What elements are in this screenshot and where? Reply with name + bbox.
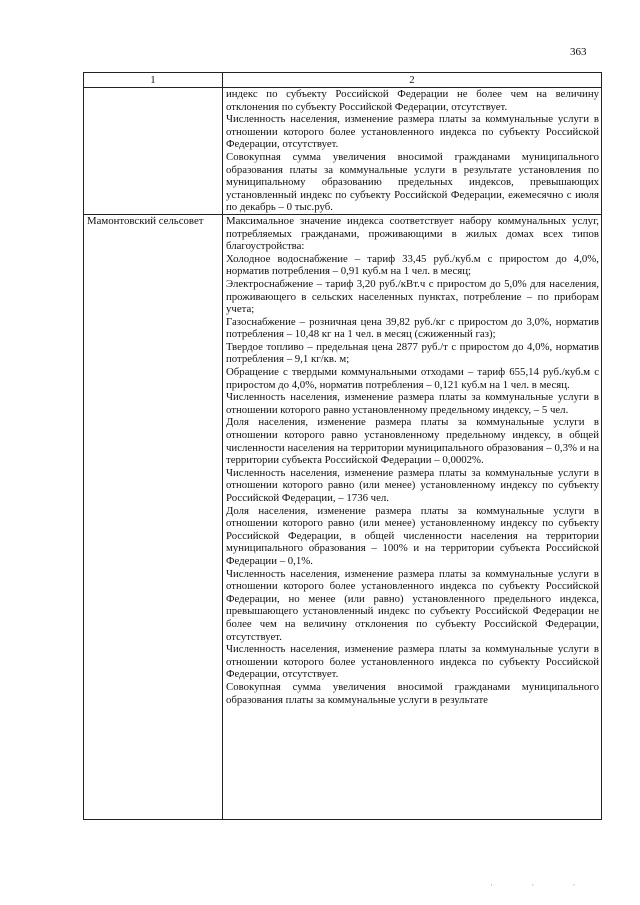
paragraph: Доля населения, изменение размера платы за коммунальные услуги в отношении которого равно (или менее) установленному индексу по субъекту Российской Федерации, в общей численности населения на территории муниципального образования – 100% и на территории субъекта Российской Федерации – 0,1%. xyxy=(226,504,599,567)
paragraph: Твердое топливо – предельная цена 2877 руб./т с приростом до 4,0%, норматив потребления – 9,1 кг/кв. м; xyxy=(226,340,599,366)
column-header-1: 1 xyxy=(84,73,223,88)
table-row xyxy=(84,214,602,819)
paragraph: Холодное водоснабжение – тариф 33,45 руб./куб.м с приростом до 4,0%, норматив потребления – 0,91 куб.м на 1 чел. в месяц; xyxy=(226,252,599,278)
paragraph: Численность населения, изменение размера платы за коммунальные услуги в отношении которого равно (или менее) установленному индексу по субъекту Российской Федерации, – 1736 чел. xyxy=(226,466,599,504)
page-number: 363 xyxy=(570,46,587,58)
paragraph: Совокупная сумма увеличения вносимой гражданами муниципального образования платы за коммунальные услуги в результате xyxy=(226,680,599,706)
paragraph: Доля населения, изменение размера платы за коммунальные услуги в отношении которого равно установленному предельному индексу, в общей численности населения на территории муниципального образования – 0,3% и на территории субъекта Российской Федерации – 0,0002%. xyxy=(226,416,599,467)
paragraph: Газоснабжение – розничная цена 39,82 руб./кг с приростом до 3,0%, норматив потребления – 10,48 кг на 1 чел. в месяц (сжиженный газ); xyxy=(226,315,599,341)
municipality-cell: Мамонтовский сельсовет xyxy=(84,214,223,819)
paragraph: Обращение с твердыми коммунальными отходами – тариф 655,14 руб./куб.м с приростом до 4,0%, норматив потребления – 0,121 куб.м на 1 чел. в месяц. xyxy=(226,366,599,391)
paragraph: Максимальное значение индекса соответствует набору коммунальных услуг, потребляемых гражданами, проживающими в жилых домах всех типов благоустройства: xyxy=(226,214,599,253)
paragraph: Численность населения, изменение размера платы за коммунальные услуги в отношении которого более установленного индекса по субъекту Российской Федерации, отсутствует. xyxy=(226,643,599,681)
paragraph: Численность населения, изменение размера платы за коммунальные услуги в отношении которого равно установленному предельному индексу, – 5 чел. xyxy=(226,391,599,416)
scan-artifact-dots: · · · xyxy=(490,880,594,890)
description-content xyxy=(226,215,599,819)
paragraph: Совокупная сумма увеличения вносимой гражданами муниципального образования платы за коммунальные услуги в результате установления по муниципальному образованию предельных индексов, превышающих установленный индекс по субъекту Российской Федерации, ежемесячно с июля по декабрь – 0 тыс.руб. xyxy=(226,150,599,214)
municipality-cell xyxy=(84,88,223,215)
description-cell xyxy=(223,214,602,819)
paragraph: Численность населения, изменение размера платы за коммунальные услуги в отношении которого более установленного индекса по субъекту Российской Федерации, отсутствует. xyxy=(226,113,599,151)
paragraph: индекс по субъекту Российской Федерации не более чем на величину отклонения по субъекту Российской Федерации, отсутствует. xyxy=(226,88,599,113)
document-table xyxy=(83,72,602,820)
column-header-2: 2 xyxy=(223,73,602,88)
paragraph: Численность населения, изменение размера платы за коммунальные услуги в отношении которого более установленного индекса по субъекту Российской Федерации, но менее (или равно) установленного предельного индекса, превышающего установленный индекс по субъекту Российской Федерации не более чем на величину отклонения по субъекту Российской Федерации, отсутствует. xyxy=(226,567,599,643)
table-row xyxy=(84,88,602,215)
table-header-row xyxy=(84,73,602,88)
description-cell xyxy=(223,88,602,215)
paragraph: Электроснабжение – тариф 3,20 руб./кВт.ч с приростом до 5,0% для населения, проживающего в сельских населенных пунктах, потребление – по приборам учета; xyxy=(226,277,599,316)
